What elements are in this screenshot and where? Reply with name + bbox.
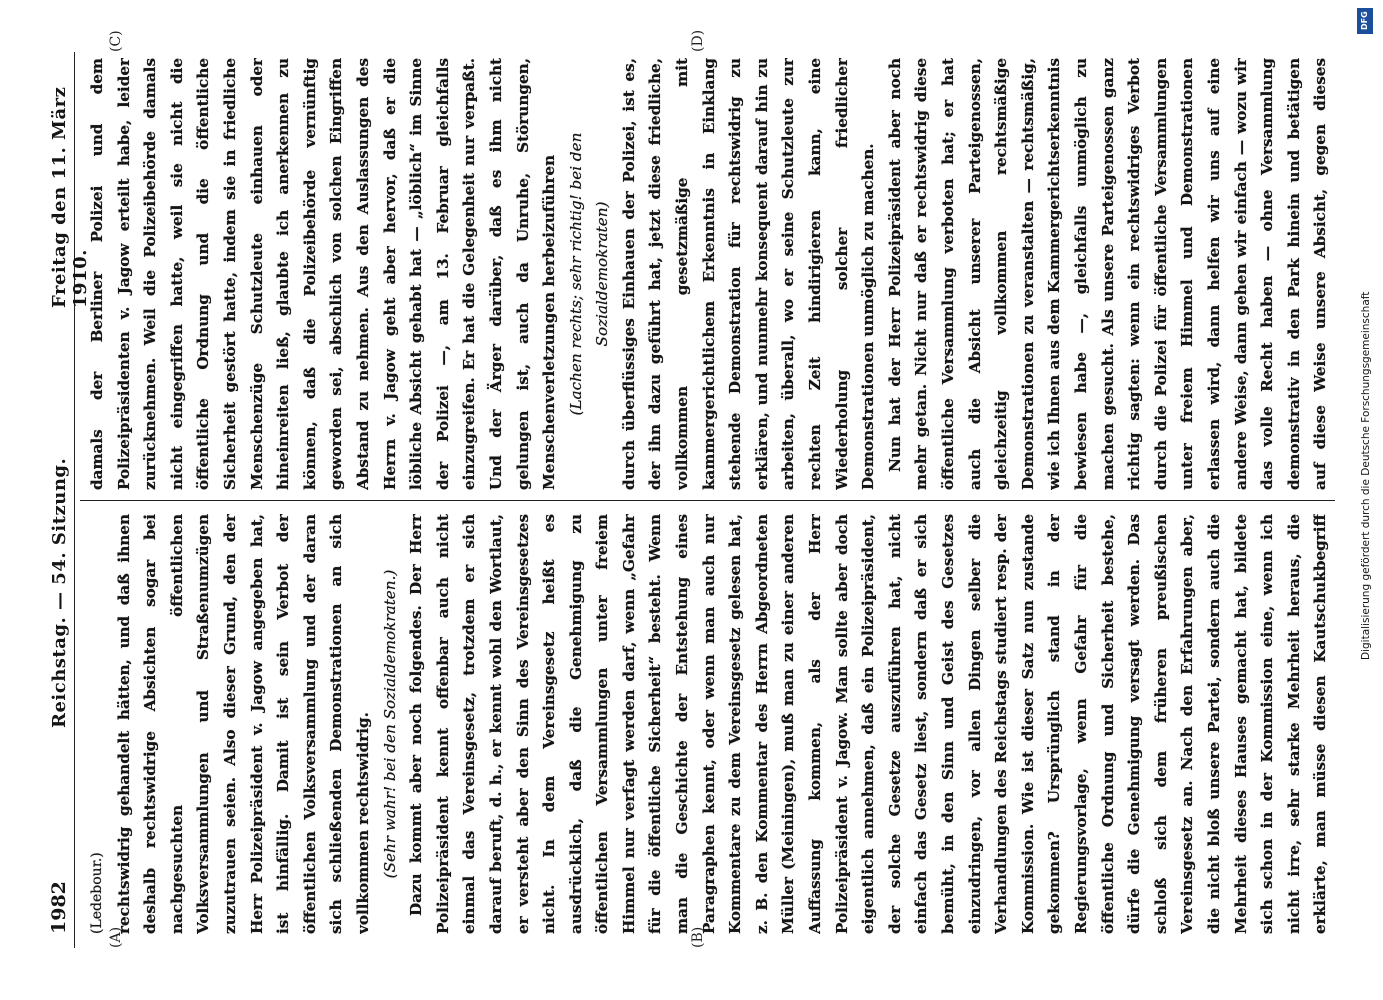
right-column <box>84 58 1334 490</box>
dfg-logo: DFG <box>1357 8 1373 34</box>
paragraph: durch überflüssiges Einhauen der Polizei, ist es, der ihn dazu geführt hat, jetzt diese friedliche, vollkommen gesetzmäßige mit kammergerichtlichem Erkenntnis in Einklang stehende Demonstration für rechtswidrig zu erklären, und nunmehr konsequent darauf hin zu arbeiten, überall, wo er seine Schutzleute zur rechten Zeit hindirigieren kann, eine Wiederholung solcher friedlicher Demonstrationen unmöglich zu machen. <box>619 58 878 490</box>
margin-mark-d: (D) <box>690 29 706 52</box>
margin-mark-c: (C) <box>108 30 124 52</box>
margin-mark-b: (B) <box>690 926 706 948</box>
column-divider <box>80 500 1335 501</box>
margin-mark-a: (A) <box>108 926 124 948</box>
audience-reaction: (Lachen rechts; sehr richtig! bei den Sozialdemokraten) <box>566 132 612 416</box>
paragraph: rechtswidrig gehandelt hätten, und daß ihnen deshalb rechtswidrige Absichten sogar bei nachgesuchten öffentlichen Volksversammlungen und Straßenumzügen zuzutrauen seien. Also dieser Grund, den der Herr Polizeipräsident v. Jagow angegeben hat, ist hinfällig. Damit ist sein Verbot der öffentlichen Volksversammlung und der daran sich schließenden Demonstrationen an sich vollkommen rechtswidrig. <box>114 514 372 934</box>
paragraph: damals der Berliner Polizei und dem Polizeipräsidenten v. Jagow erteilt habe, leider zurücknehmen. Weil die Polizeibehörde damals nicht eingegriffen hatte, weil sie nicht die öffentliche Ordnung und die öffentliche Sicherheit gestört hatte, indem sie in friedliche Menschenzüge Schutzleute einhauen oder hineinreiten ließ, glaubte ich anerkennen zu können, daß die Polizeibehörde vernünftig geworden sei, abschlich von solchen Eingriffen Abstand zu nehmen. Aus den Auslassungen des Herrn v. Jagow geht aber hervor, daß er die löbliche Absicht gehabt hat — „löblich“ im Sinne der Polizei —, am 13. Februar gleichfalls einzugreifen. Er hat die Gelegenheit nur verpaßt. Und der Ärger darüber, daß es ihm nicht gelungen ist, auch da Unruhe, Störungen, Menschenverletzungen herbeizuführen <box>88 58 559 490</box>
session-title: Reichstag. — 54. Sitzung. <box>49 457 70 728</box>
paragraph: Dazu kommt aber noch folgendes. Der Herr Polizeipräsident kennt offenbar auch nicht einmal das Vereinsgesetz, trotzdem er sich darauf beruft, d. h., er kennt wohl den Wortlaut, er versteht aber den Sinn des Vereinsgesetzes nicht. In dem Vereinsgesetz heißt es ausdrücklich, daß die Genehmigung zu öffentlichen Versammlungen unter freiem Himmel nur verfagt werden darf, wenn „Gefahr für die öffentliche Sicherheit“ besteht. Wenn man die Geschichte der Entstehung eines Paragraphen kennt, oder wenn man auch nur Kommentare zu dem Vereinsgesetz gelesen hat, z. B. den Kommentar des Herrn Abgeordneten Müller (Meiningen), muß man zu einer anderen Auffassung kommen, als der Herr Polizeipräsident v. Jagow. Man sollte aber doch eigentlich annehmen, daß ein Polizeipräsident, der solche Gesetze auszuführen hat, nicht einfach das Gesetz liest, sondern daß er sich bemüht, in den Sinn und Geist des Gesetzes einzudringen, vor allen Dingen selber die Verhandlungen des Reichstags studiert resp. der Kommission. Wie ist dieser Satz nun zustande gekommen? Ursprünglich stand in der Regierungsvorlage, wenn Gefahr für die öffentliche Ordnung und Sicherheit bestehe, dürfe die Genehmigung versagt werden. Das schloß sich dem früheren preußischen Vereinsgesetz an. Nach den Erfahrungen aber, die nicht bloß unsere Partei, sondern auch die Mehrheit dieses Hauses gemacht hat, bildete sich schon in der Kommission eine, wenn ich nicht irre, sehr starke Mehrheit heraus, die erklärte, man müsse diesen Kautschukbegriff <box>407 514 1330 934</box>
paragraph: Nun hat der Herr Polizeipräsident aber noch mehr getan. Nicht nur daß er rechtswidrig diese öffentliche Versammlung verboten hat; er hat auch die Absicht unserer Parteigenossen, gleichzeitig vollkommen rechtsmäßige Demonstrationen zu veranstalten — rechtsmäßig, wie ich Ihnen aus dem Kammergerichtserkenntnis bewiesen habe —, gleichfalls unmöglich zu machen gesucht. Als unsere Parteigenossen ganz richtig sagten: wenn ein rechtswidriges Verbot durch die Polizei für öffentliche Versammlungen unter freiem Himmel und Demonstrationen erlassen wird, dann helfen wir uns auf eine andere Weise, dann gehen wir einfach — wozu wir das volle Recht haben — ohne Versammlung demonstrativ in den Park hinein und betätigen auf diese Weise unsere Absicht, gegen dieses <box>885 58 1330 490</box>
audience-reaction: (Sehr wahr! bei den Sozialdemokraten.) <box>380 569 399 879</box>
session-date: Freitag den 11. März 1910. <box>49 86 91 308</box>
digitization-credit: Digitalisierung gefördert durch die Deutsche Forschungsgemeinschaft <box>1360 291 1372 660</box>
left-column <box>84 514 1334 934</box>
page-header <box>46 52 91 948</box>
speaker-name: (Ledebour.) <box>89 852 105 934</box>
page-number: 1982 <box>48 881 70 934</box>
